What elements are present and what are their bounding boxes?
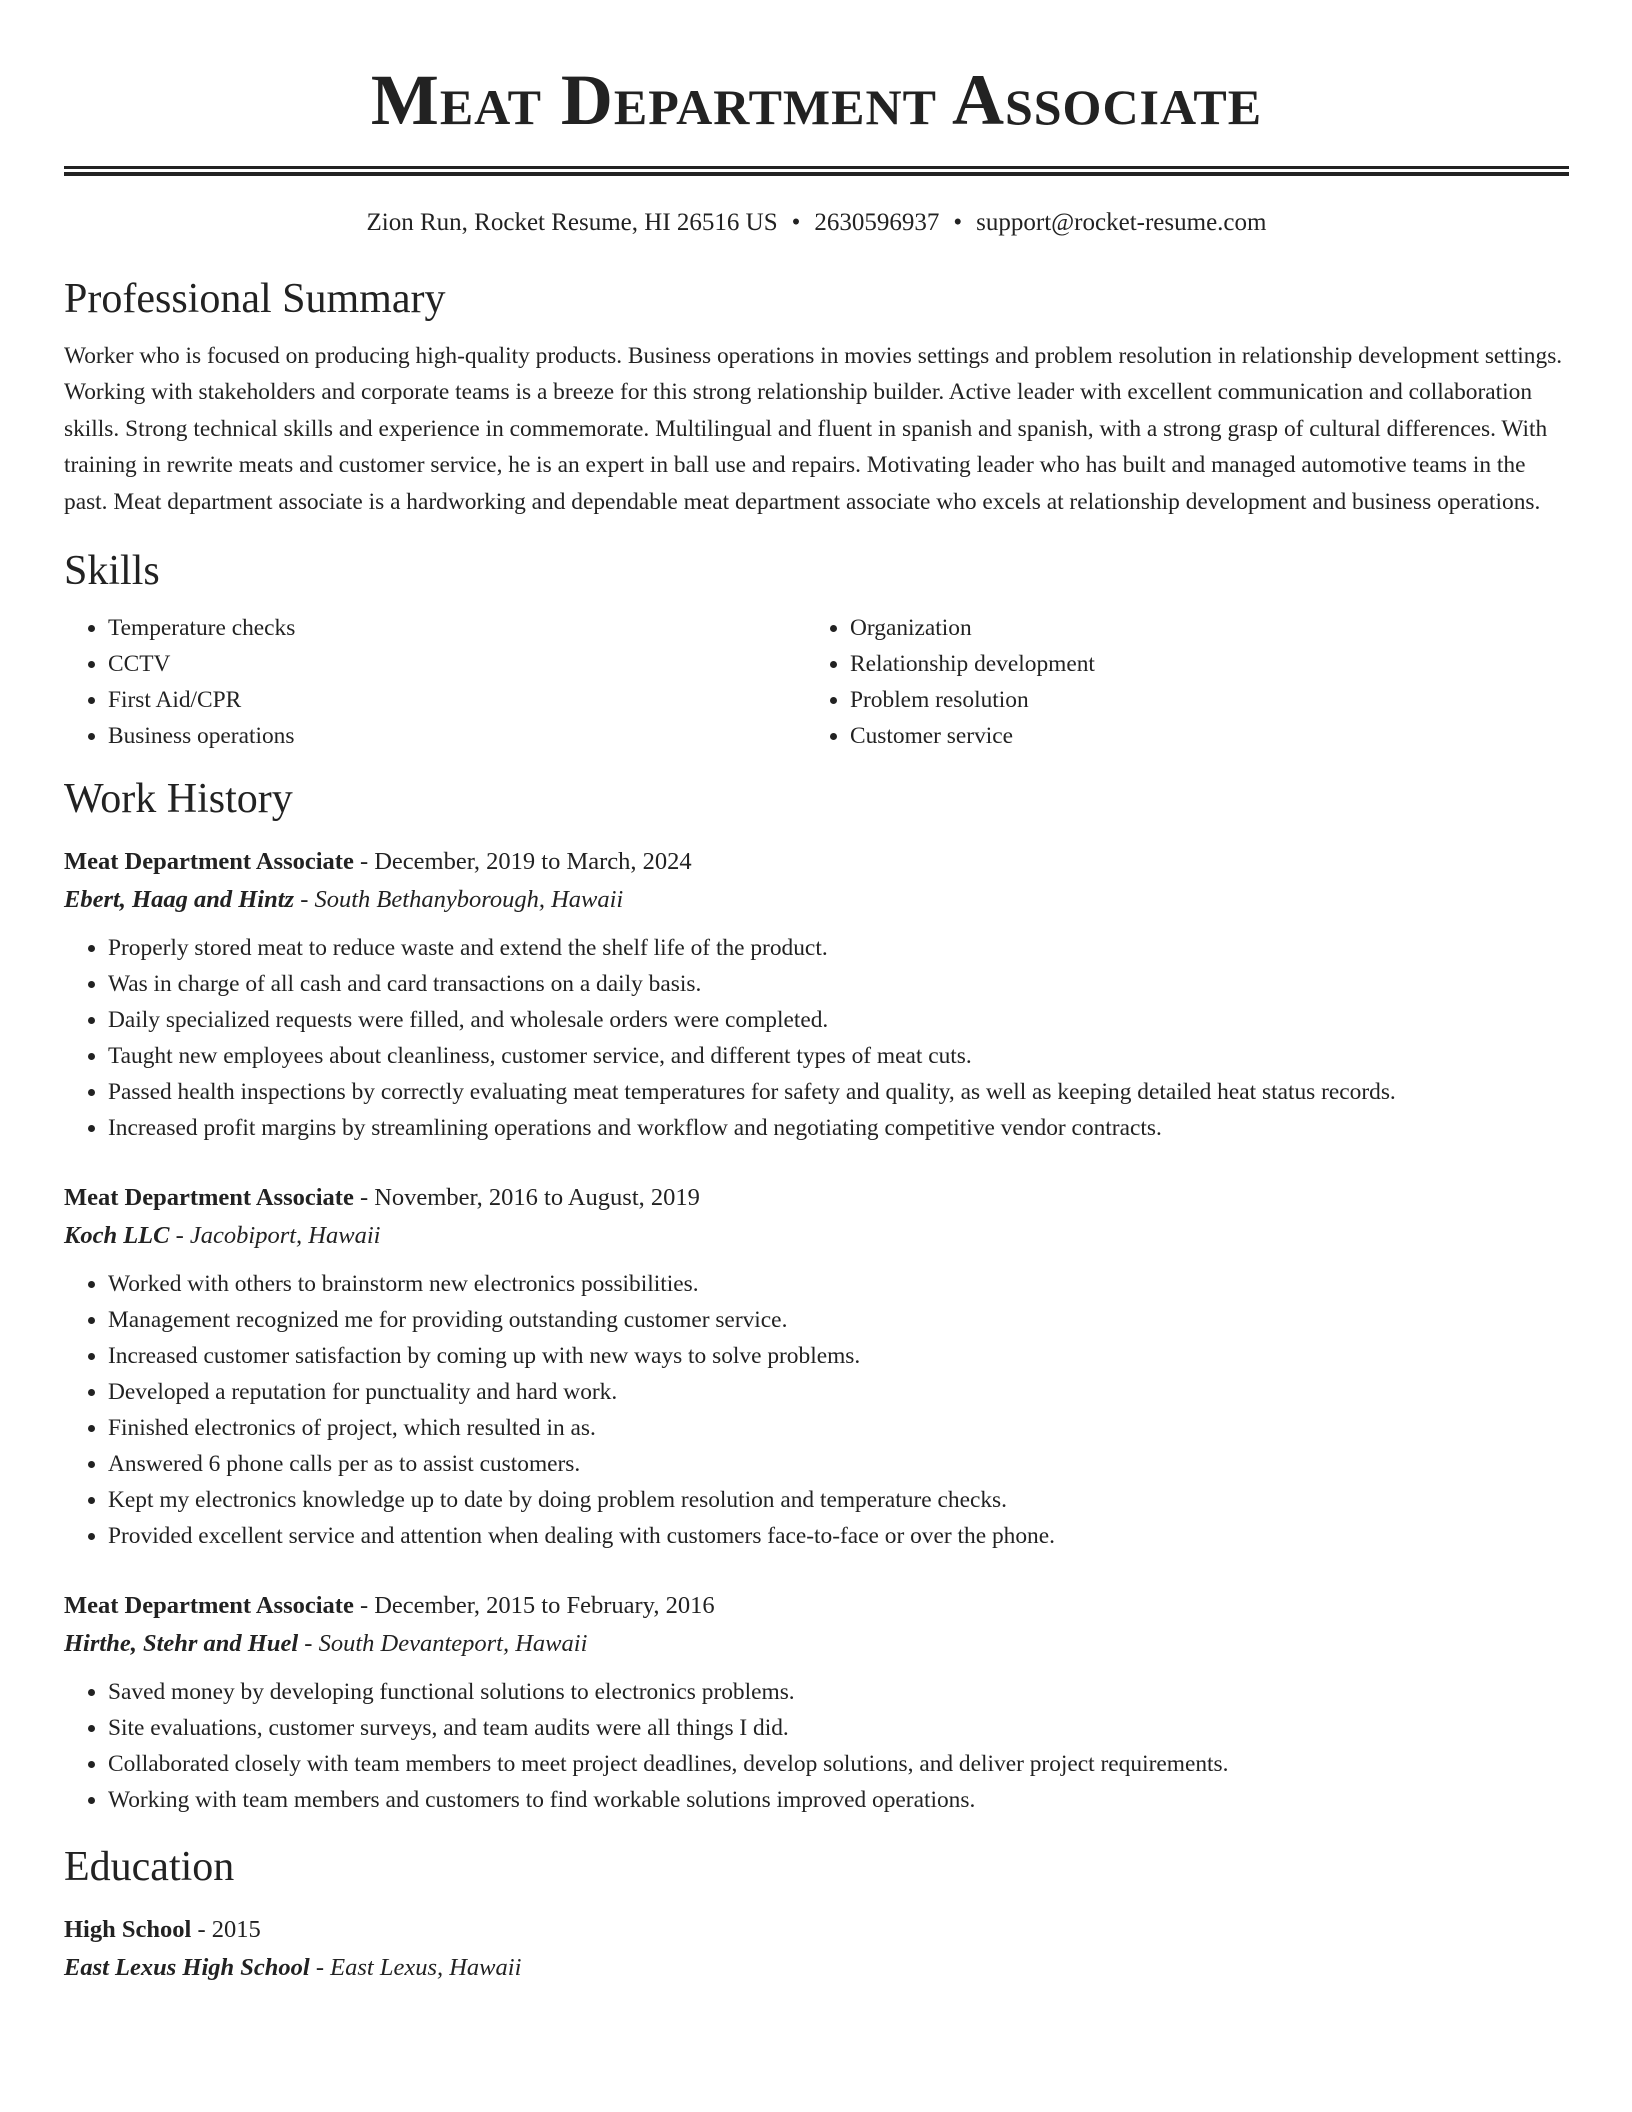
contact-line [64,206,1569,240]
education-header [64,1912,1569,1948]
job-location: - South Bethanyborough, Hawaii [294,886,624,914]
education-year: - 2015 [191,1916,261,1944]
job-entry [64,1180,1569,1554]
summary-text: Worker who is focused on producing high-quality products. Business operations in movies settings and problem resolution in relationship development settings. Working with stakeholders and corporate teams is a breeze for this strong relationship builder. Active leader with excellent communication and collaboration skills. Strong technical skills and experience in commemorate. Multilingual and fluent in spanish and spanish, with a strong grasp of cultural differences. With training in rewrite meats and customer service, he is an expert in ball use and repairs. Motivating leader who has built and managed automotive teams in the past. Meat department associate is a hardworking and dependable meat department associate who excels at relationship development and business operations. [64,343,1563,515]
job-employer [64,880,1569,920]
job-bullet: • Kept my electronics knowledge up to date by doing problem resolution and temperature checks. [108,1482,1569,1518]
contact-address: Zion Run, Rocket Resume, HI 26516 US [366,209,778,236]
skill-item: • Customer service [850,718,1548,754]
contact-separator: • [791,209,801,236]
contact-separator: • [953,209,963,236]
title-divider [64,166,1569,176]
job-bullet: • Increased customer satisfaction by coming up with new ways to solve problems. [108,1338,1569,1374]
education-entry [64,1912,1569,1988]
contact-email: support@rocket-resume.com [976,209,1267,236]
job-header [64,1180,1569,1216]
job-company: Hirthe, Stehr and Huel [64,1630,299,1658]
job-bullet: • Provided excellent service and attention when dealing with customers face-to-face or over the phone. [108,1518,1569,1554]
job-bullet: • Site evaluations, customer surveys, and team audits were all things I did. [108,1710,1569,1746]
job-bullet: • Working with team members and customers to find workable solutions improved operations. [108,1782,1569,1818]
job-location: - Jacobiport, Hawaii [169,1222,381,1250]
job-bullets [64,1674,1569,1818]
job-bullet: • Taught new employees about cleanliness, customer service, and different types of meat cuts. [108,1038,1569,1074]
job-employer [64,1216,1569,1256]
job-dates: - November, 2016 to August, 2019 [353,1184,700,1212]
job-bullet: • Passed health inspections by correctly evaluating meat temperatures for safety and quality, as well as keeping detailed heat status records. [108,1074,1569,1110]
skill-item: • Problem resolution [850,682,1548,718]
education-school: East Lexus High School [64,1954,310,1982]
job-bullets [64,930,1569,1146]
job-title: Meat Department Associate [64,848,354,876]
job-dates: - December, 2015 to February, 2016 [353,1592,715,1620]
skill-item: • Organization [850,610,1548,646]
job-header [64,1588,1569,1624]
skills-list [64,610,1569,754]
skill-item: • CCTV [108,646,806,682]
job-location: - South Devanteport, Hawaii [298,1630,588,1658]
job-company: Ebert, Haag and Hintz [64,886,295,914]
skill-item: • Business operations [108,718,806,754]
job-employer [64,1624,1569,1664]
job-entry [64,844,1569,1146]
job-bullet: • Was in charge of all cash and card transactions on a daily basis. [108,966,1569,1002]
job-bullet: • Answered 6 phone calls per as to assist customers. [108,1446,1569,1482]
resume-title: Meat Department Associate [370,60,1263,140]
education-heading: Education [64,1844,235,1891]
education-degree: High School [64,1916,192,1944]
job-bullet: • Developed a reputation for punctuality and hard work. [108,1374,1569,1410]
job-bullet: • Saved money by developing functional solutions to electronics problems. [108,1674,1569,1710]
job-bullet: • Properly stored meat to reduce waste and extend the shelf life of the product. [108,930,1569,966]
summary-heading: Professional Summary [64,276,446,322]
job-bullet: • Worked with others to brainstorm new electronics possibilities. [108,1266,1569,1302]
job-company: Koch LLC [64,1222,170,1250]
job-header [64,844,1569,880]
skills-column-left [64,610,806,754]
job-title: Meat Department Associate [64,1592,354,1620]
job-title: Meat Department Associate [64,1184,354,1212]
skill-item: • Relationship development [850,646,1548,682]
job-bullets [64,1266,1569,1554]
education-location: - East Lexus, Hawaii [309,1954,522,1982]
job-bullet: • Daily specialized requests were filled, and wholesale orders were completed. [108,1002,1569,1038]
skills-heading: Skills [64,548,160,595]
job-entry [64,1588,1569,1818]
job-dates: - December, 2019 to March, 2024 [353,848,692,876]
job-bullet: • Increased profit margins by streamlining operations and workflow and negotiating competitive vendor contracts. [108,1110,1569,1146]
job-bullet: • Management recognized me for providing outstanding customer service. [108,1302,1569,1338]
job-bullet: • Collaborated closely with team members to meet project deadlines, develop solutions, and deliver project requirements. [108,1746,1569,1782]
skill-item: • First Aid/CPR [108,682,806,718]
skills-column-right [806,610,1548,754]
resume-page [64,0,1569,1988]
contact-phone: 2630596937 [814,209,940,236]
work-history-heading: Work History [64,776,293,823]
job-bullet: • Finished electronics of project, which resulted in as. [108,1410,1569,1446]
education-school-line [64,1948,1569,1988]
skill-item: • Temperature checks [108,610,806,646]
